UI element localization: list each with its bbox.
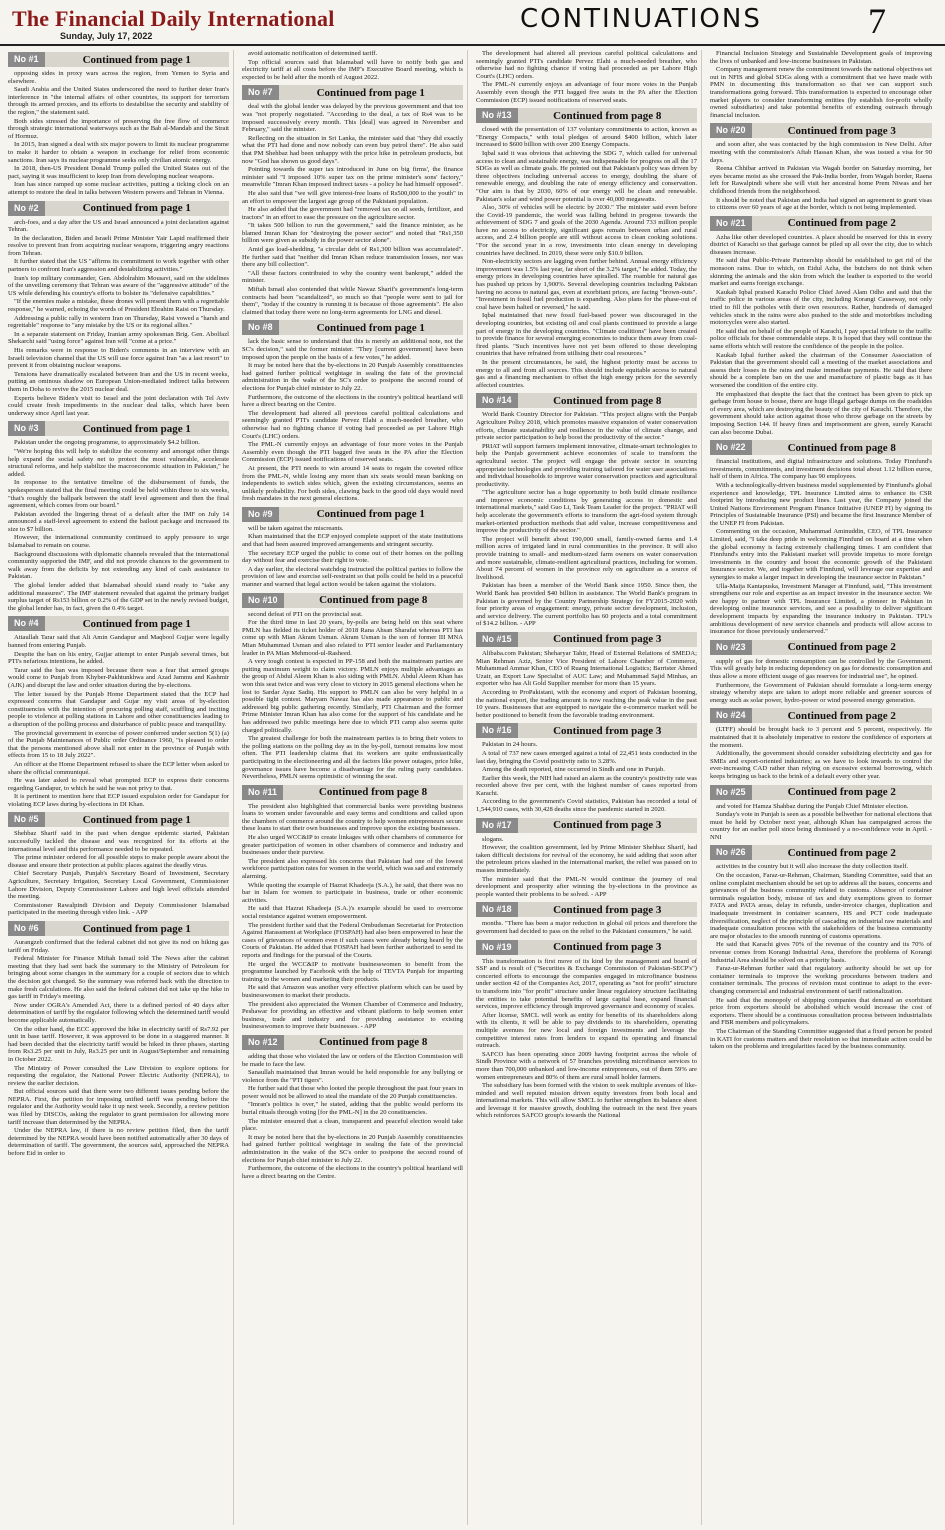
continuation-story xyxy=(8,616,229,808)
story-paragraph: However, the international community continued to apply pressure to urge Islamabad to remain on course. xyxy=(8,534,229,550)
continued-from-label: Continued from page 1 xyxy=(316,86,425,99)
continuation-story xyxy=(476,818,697,899)
story-paragraph: Ulla-Maija Kantapuska, Investment Manager at Finnfund, said, "This investment strengthens our role and expertise as an impact investor in the insurance sector. We are happy to partner with TPL Insurance Limited, a pioneer in Pakistan in developing online insurance services, and see a possibility to deliver significant development impacts by expanding the insurance industry in Pakistan. TPL's ambitious development of new service channels and products will allow access to insurance for those previously underserved." xyxy=(710,582,932,636)
story-paragraph: deal with the global lender was delayed by the previous government and that too was "not properly negotiated. "According to the deal, a tax of Rs4 was to be imposed successively every month. This [deal] was agreed in November and February," said the minister. xyxy=(242,103,463,134)
story-number-badge: No #22 xyxy=(710,440,752,455)
story-paragraph: He also said that "we will give interest-free loans of Rs500,000 to the youth" in an effort to empower the largest age group of the Pakistani population. xyxy=(242,189,463,205)
story-paragraph: In the declaration, Biden and Israeli Prime Minister Yair Lapid reaffirmed their resolve to prevent Iran from acquiring nuclear weapons, triggering angry reactions from Tehran. xyxy=(8,234,229,257)
story-paragraph: The greatest challenge for both the mainstream parties is to bring their voters to the polling stations on the polling day as in the by-poll, turnout remains low most often. The PTI leadership claims that its workers are quite enthusiastically participating in the electioneering and all the factors like power outages, price hike, governance issues have become a disadvantage for the ruling party candidates. Nevertheless, PMLN seems optimistic of winning the seat. xyxy=(242,735,463,781)
continuation-header xyxy=(242,507,463,522)
story-number-badge: No #15 xyxy=(476,632,518,647)
continued-from-label: Continued from page 8 xyxy=(787,441,896,454)
continuation-story xyxy=(476,902,697,935)
story-paragraph: supply of gas for domestic consumption can be controlled by the Government. This will greatly help in reducing dependency on gas for domestic consumption and thus allow a more efficient usage of gas reserves for industrial use", he opined. xyxy=(710,657,932,680)
continued-from-label: Continued from page 1 xyxy=(82,813,191,826)
continued-from-label: Continued from page 1 xyxy=(82,53,191,66)
story-paragraph: In a separate statement on Friday, Iranian army spokesman Brig. Gen. Abolfazl Shekarchi said "using force" against Iran will "come at a price." xyxy=(8,330,229,346)
story-paragraph: However, the coalition government, led by Prime Minister Shehbaz Sharif, had taken difficult decisions for revival of the economy, he said adding that soon after the petroleum prices slashed in the international market, the relief was passed on to masses immediately. xyxy=(476,844,697,875)
continuation-header xyxy=(710,708,932,723)
story-number-badge: No #8 xyxy=(242,320,279,335)
continuation-story xyxy=(476,940,697,1120)
story-number-badge: No #26 xyxy=(710,845,752,860)
story-paragraph: An officer at the Home Department refused to share the ECP letter when asked to share the official communiqué. xyxy=(8,760,229,776)
story-paragraph: In 2015, Iran signed a deal with six major powers to limit its nuclear programme to make it harder to obtain a weapon in exchange for relief from economic sanctions. Iran says its nuclear programme seeks only civilian atomic energy. xyxy=(8,141,229,164)
story-paragraph: He also added that the government had "removed tax on all seeds, fertilizer, and tractors" in an effort to ease the pressure on the agriculture sector. xyxy=(242,206,463,221)
story-number-badge: No #16 xyxy=(476,723,518,738)
continued-from-label: Continued from page 2 xyxy=(787,846,896,859)
continuation-header xyxy=(476,632,697,647)
continued-from-label: Continued from page 3 xyxy=(553,633,662,646)
story-paragraph: According to ProPakistani, with the economy and export of Pakistan booming, the national export, the trading amount is now reaching the peak value in the past 10 years. Businesses that are equipped to navigate the e-commerce market will be better positioned to benefit from the favorable trading environment. xyxy=(476,688,697,719)
story-paragraph: Addressing a public rally in western Iran on Thursday, Raisi vowed a "harsh and regrettable" response to "any mistake by the US or its regional allies." xyxy=(8,314,229,330)
continued-from-label: Continued from page 2 xyxy=(787,709,896,722)
story-paragraph: months. "There has been a major reduction in global oil prices and therefore the government had decided to pass on the relief to the Pakistani consumers," he said. xyxy=(476,920,697,935)
story-number-badge: No #23 xyxy=(710,640,752,655)
story-number-badge: No #3 xyxy=(8,421,45,436)
story-number-badge: No #10 xyxy=(242,593,284,608)
continuation-header xyxy=(476,818,697,833)
story-paragraph: Sanaullah maintained that Imran would be held responsible for any bullying or violence from the "PTI tigers". xyxy=(242,1069,463,1084)
continuation-header xyxy=(710,440,932,455)
story-number-badge: No #1 xyxy=(8,52,45,67)
story-paragraph: A day earlier, the electoral watchdog instructed the political parties to follow the provision of law and exercise self-restraint so that polls could be held in a peaceful manner and warned that legal action would be taken against the violators. xyxy=(242,565,463,589)
story-number-badge: No #9 xyxy=(242,507,279,522)
story-paragraph: Kaukab Iqbal further asked the chairman of the Consumer Association of Pakistan that the government should call a meeting of the market associations and assess their losses in the rains and make immediate payments. He said that there should be a complete ban on the use and manufacture of plastic bags as it has worsened the condition of the entire city. xyxy=(710,351,932,389)
story-paragraph: He said that Public-Private Partnership should be established to get rid of the monsoon rains. Due to which, on Eidul Azha, the butchers do not think when skinning the animals and the skin from which the leather is exported to the world market and earns foreign exchange. xyxy=(710,257,932,288)
continuation-story xyxy=(710,845,932,1050)
story-paragraph: "We're hoping this will help to stabilize the economy and amongst other things help expand the social safety net to protect the most vulnerable, accelerate structural reforms, and help stabilize the macroeconomic situation in Pakistan," he added. xyxy=(8,447,229,478)
story-paragraph: Commissioner Rawalpindi Division and Deputy Commissioner Islamabad participated in the meeting through video link. - APP xyxy=(8,901,229,917)
continuation-story xyxy=(710,640,932,705)
continued-from-label: Continued from page 1 xyxy=(82,202,191,214)
story-paragraph: Khan maintained that the ECP enjoyed complete support of the state institutions and that had been assured improved arrangements and stringent security. xyxy=(242,533,463,549)
story-paragraph: Federal Minister for Finance Miftah Ismail told The News after the cabinet meeting that they had sent back the summary to the Ministry of Petroleum for bringing about some changes in the summary for a couple of sectors due to which the decision got changed. So the summary was referred back with the direction to make fresh calculations. He also said the federal cabinet did not take up the hike in gas tariff in Friday's meeting. xyxy=(8,955,229,1001)
story-paragraph: It further stated that the US "affirms its commitment to work together with other partners to confront Iran's aggression and destabilizing activities." xyxy=(8,258,229,274)
story-paragraph: Furthermore, the Government of Pakistan should formulate a long-term energy strategy whereby steps are taken to adopt more reliable and greener sources of energy such as solar power, hydro-power or wind powered energy generation. xyxy=(710,681,932,704)
column-4 xyxy=(710,50,936,1525)
story-paragraph: Kaukab Iqbal praised Karachi Police Chief Javed Alam Odho and said that the traffic police in various areas of the city, including Korangi Causeway, not only tried to fill the potholes with their own resources. Rather, hundreds of damaged vehicles stuck in the rains were also pushed to the side and motorbikes including motorcycles were also started. xyxy=(710,288,932,327)
continued-from-label: Continued from page 8 xyxy=(553,109,662,122)
continuation-story xyxy=(476,50,697,104)
continued-from-label: Continued from page 1 xyxy=(316,508,425,521)
story-paragraph: "It takes 500 billion to run the government," said the finance minister, as he blamed Imran Khan for "destroying the power sector" and noted that "Rs1,350 billion were given as subsidy in the power sector alone". xyxy=(242,222,463,245)
story-paragraph: Additionally, the government should consider subsidizing electricity and gas for SMEs and export-oriented industries; as we have to look inwards to control the ever-increasing CAD rather than relying on excessive external borrowing, which keeps bringing us back to the brink of a default every other year. xyxy=(710,750,932,780)
continuation-story xyxy=(242,785,463,1031)
story-paragraph: Reena Chhibar arrived in Pakistan via Wagah border on Saturday morning, her eyes became moist as she crossed the Pak-India border, from Wagah border, Raena left for Rawalpindi where she will visit her ancestral home Prem Niwas and her childhood friends from the neighborhood. xyxy=(710,165,932,195)
story-paragraph: The provincial government in exercise of power conferred under section 5(1) (a) of the Punjab Maintenances of Public order Ordinance 1960, "is pleased to order that the persons mentioned above shall not enter in the province of Punjab with effects from 15 to 18 July 2022". xyxy=(8,729,229,760)
continuation-story xyxy=(242,85,463,316)
story-paragraph: He was later asked to reveal what prompted ECP to express their concerns regarding Gandapur, to which he said he was not privy to that. xyxy=(8,777,229,792)
story-paragraph: Faraz-ur-Rehman further said that regulatory authority should be set up for container terminals to improve the working procedures between traders and container terminals. The process of revision must continue to adapt to the ever-changing commercial and industrial environment of tariff rationalization. xyxy=(710,965,932,995)
story-paragraph: He said that Karachi gives 70% of the revenue of the country and its 70% of revenue comes from Korangi Industrial Area, therefore the problems of Korangi Industrial Area should be solved on a priority basis. xyxy=(710,941,932,964)
issue-date: Sunday, July 17, 2022 xyxy=(60,31,153,41)
story-paragraph: arch-foes, and a day after the US and Israel announced a joint declaration against Tehran. xyxy=(8,218,229,234)
continued-from-label: Continued from page 2 xyxy=(787,786,896,798)
story-paragraph: Sunday's vote in Punjab is seen as a possible bellwether for national elections that must be held by October next year, although Khan has campaigned across the country for an earlier poll since being dismissed y a no-confidence vote in April. - NNI xyxy=(710,811,932,841)
story-paragraph: "Imran's politics is over," he stated, adding that the public would perform its burial rituals through voting [for the PML-N] in the 20 constituencies. xyxy=(242,1101,463,1117)
story-paragraph: Pointing towards the super tax introduced in June on big firms', the finance minister said "I imposed 10% super tax on the prime minister's sons' factory," meanwhile "Imran Khan imposed indirect taxes - a policy he had himself opposed". xyxy=(242,166,463,189)
story-paragraph: Tarar said the ban was imposed because there was a fear that armed groups would come to Punjab from Khyber-Pakhtunkhwa and Azad Jammu and Kashmir (AJK) and disrupt the law and order situation during the by-elections. xyxy=(8,666,229,689)
story-paragraph: He said that on behalf of the people of Karachi, I pay special tribute to the traffic police officials for these commendable steps. It is hoped that they will continue the same efforts which will restore the confidence of the people in the police. xyxy=(710,327,932,350)
story-number-badge: No #21 xyxy=(710,216,752,231)
story-number-badge: No #12 xyxy=(242,1035,284,1050)
story-paragraph: On the occasion, Faraz-ur-Rehman, Chairman, Standing Committee, said that an online complaint mechanism should be set up to address all the issues, concerns and grievances of the business community related to customs. Absence of container terminals regulation body, misuse of tax and duty exemptions given to former FATA and PATA areas, delay in refunds, under-invoice charges, duplication and inadequate investment in container scanners, HS and PCT code inadequate diversification, neglect of the principle of cascading on industrial raw materials and inadequate consultation process with the stakeholders of the business community are major obstacles to the smooth running of customs operations. xyxy=(710,872,932,940)
continued-from-label: Continued from page 3 xyxy=(553,819,662,832)
story-number-badge: No #20 xyxy=(710,123,752,138)
story-paragraph: avoid automatic notification of determined tariff. xyxy=(248,50,378,57)
story-paragraph: Miftah Ismail also contended that while Nawaz Sharif's government's long-term contracts had been "scandalized", so much so that "people were sent to jail for them", "today if the country is running it is because of those agreements". He also claimed that today there were no long-term agreements for LNG and diesel. xyxy=(242,286,463,316)
continued-from-label: Continued from page 1 xyxy=(82,922,191,935)
continuation-header xyxy=(476,902,697,917)
story-paragraph: Earlier this week, the NIH had raised an alarm as the country's positivity rate was recorded above five per cent, with the highest number of cases reported from Karachi. xyxy=(476,774,697,797)
story-paragraph: His remarks were in response to Biden's comments in an interview with an Israeli television channel that the US will use force against Iran "as a last resort" to prevent it from obtaining nuclear weapons. xyxy=(8,347,229,370)
story-paragraph: Attaullah Tarar said that Ali Amin Gandapur and Maqbool Gujjar were legally banned from entering Punjab. xyxy=(8,634,229,649)
continuation-header xyxy=(476,393,697,408)
story-paragraph: Non-electricity sectors are lagging even further behind. Annual energy efficiency improvement was 1.5% last year, far short of the 3.2% target," he added. Today, the energy prices in developing countries have spiralled. The roamble for natural gas has pushed up prices by 1,900%. Several developing countries including Pakistan having no access to natural gas, even at exorbitant prices, are facing "brown-outs". "Investment in fossil fuel production is expanding. Also plans for the phase-out of coal have been halted or reversed," he said. xyxy=(476,258,697,311)
story-paragraph: A very tough contest is expected in PP-158 and both the mainstream parties are putting maximum weight to claim victory. PMLN enjoys multiple advantages as the group of Abdul Aleem Khan is also siding with PMLN. Abdul Aleem Khan has won this seat twice and was very close to victory in 2015 general elections when he lost to Sardar Ayaz Sadiq. His support to PMLN can also be very helpful in a possible tight contest. Maryam Nawaz has also made appearance to public and addressed big public gathering recently. Similarly, PTI Chairman and the former Prime Minister Imran Khan has also come for the support of his candidate and he has addressed two public meetings here due to which PTI camp also seems quite charged politically. xyxy=(242,658,463,734)
story-paragraph: While quoting the example of Hazrat Khadeeja (S.A.), he said, that there was no bar in Islam for women to participate in business, trade or other economic activities. xyxy=(242,881,463,904)
story-paragraph: Pakistan has been a member of the World Bank since 1950. Since then, the World Bank has provided $40 billion in assistance. The World Bank's program in Pakistan is governed by the Country Partnership Strategy for FY2015-2020 with four priority areas of engagement: energy, private sector development, inclusion, and service delivery. The current portfolio has 60 projects and a total commitment of $14.2 billion. - APP xyxy=(476,582,697,628)
story-paragraph: The Chairman of the Standing Committee suggested that a fixed person be posted in KATI for customs matters and their resolution so that immediate action could be taken on the problems and irregularities faced by the business community. xyxy=(710,1027,932,1051)
continuation-story xyxy=(8,201,229,418)
story-number-badge: No #6 xyxy=(8,921,45,936)
story-paragraph: The Ministry of Power consulted the Law Division to explore options for requesting the regulator, the National Power Electric Authority (NEPRA), to review the earlier decision. xyxy=(8,1064,229,1087)
story-paragraph: Alibaba.com Pakistan; Sheharyar Tahir, Head of External Relations of SMEDA; Mian Rehman Aziz, Senior Vice President of Lahore Chamber of Commerce, Muhammad Ammar Khan, CEO of Ruang International Logistics; Barrister Ahmed Uzair, an Export Law Specialist of AUC Law; and Muhammad Sajid Minhas, an exporter who has Ali Gold Supplier member for more than 15 years. xyxy=(476,649,697,688)
continuation-story xyxy=(476,393,697,628)
story-paragraph: Now under OGRA's Amended Act, there is a defined period of 40 days after determination of tariff by the regulator following which the determined tariff would become applicable automatically. xyxy=(8,1001,229,1024)
continuation-story xyxy=(242,507,463,589)
continuation-header xyxy=(710,640,932,655)
continued-from-label: Continued from page 8 xyxy=(553,394,662,407)
story-paragraph: Both sides stressed the importance of preserving the free flow of commerce through strategic international waterways such as the Bab al-Mandab and the Strait of Hormuz. xyxy=(8,117,229,140)
story-paragraph: According to the government's Covid statistics, Pakistan has recorded a total of 1,544,910 cases, with 30,428 deaths since the pandemic started in 2020. xyxy=(476,798,697,814)
story-paragraph: The president also expressed his concerns that Pakistan had one of the lowest workforce participation rates for women in the world, which was sad and extremely alarming. xyxy=(242,857,464,881)
story-paragraph: Chief Secretary Punjab, Punjab's Secretary Board of Investment, Secretary Agriculture, Secretary Irrigation, Secretary Local Government, Commissioner Lahore Division, Deputy Commissioner Lahore and high level officials attended the meeting. xyxy=(8,870,229,901)
continued-from-label: Continued from page 3 xyxy=(553,941,662,954)
story-number-badge: No #7 xyxy=(242,85,279,100)
story-paragraph: The president also highlighted that commercial banks were providing business loans to women under favourable and easy terms and conditions and called upon the chambers of commerce around the country to help women entrepreneurs secure these loans to start their own businesses and improve upon the existing businesses. xyxy=(242,802,463,833)
story-paragraph: "The agriculture sector has a huge opportunity to both build climate resilience and improve economic conditions by generating access to domestic and international markets," said Guo Li, Task Team Leader for the project. "PRIAT will help accelerate the government's efforts to transform the agri-food system through market-oriented production methods that add value, increase competitiveness and improve the productivity of the sector." xyxy=(476,489,697,535)
story-paragraph: Pakistan under the ongoing programme, to approximately $4.2 billion. xyxy=(14,439,200,447)
story-paragraph: In the present circumstances, he said, the highest priority must be access to energy to all and from all sources. This should include equitable access to natural gas and a financing mechanism to offset the high energy prices for the severely affected countries. xyxy=(476,358,697,389)
story-paragraph: The letter issued by the Punjab Home Department stated that the ECP had expressed concerns that Gandapur and Gujar my visit areas of by-election constituencies with the intention of procuring polling staff, scuffling and inciting people to violence at polling stations in Lahore and other constituencies leading to a disruption of the polling process and disturbance of public peace and tranquillity. xyxy=(8,690,229,728)
continued-from-label: Continued from page 1 xyxy=(82,617,191,630)
continuation-header xyxy=(710,123,932,138)
story-paragraph: Background discussions with diplomatic channels revealed that the international community supported the IMF, and did not provide chances to the government to walk away from the deficits by not extending any kind of cash assistance to Pakistan. xyxy=(8,550,229,581)
story-paragraph: It may be noted here that the by-elections in 20 Punjab Assembly constituencies had gained further political weightage in sealing the fate of the provincial administration in the wake of the SC's order to postpone the second round of elections for Punjab chief minister to July 22. xyxy=(242,362,463,392)
story-paragraph: At present, the PTI needs to win around 14 seats to regain the coveted office from the PML-N, while losing any more than six seats would mean banking on independents to switch sides which, given the existing circumstances, seems an unlikely probability. For both sides, clawing back to the good old days would need fresh mandates in the next general elections. xyxy=(242,464,463,503)
story-paragraph: Pakistan avoided the lingering threat of a default after the IMF on July 14 announced a staff-level agreement to extend the bailout package and increased its size to $7 billion. xyxy=(8,510,229,533)
continuation-story xyxy=(8,812,229,917)
story-paragraph: The development had altered all previous careful political calculations and seemingly granted PTI's candidate Pervez Elahi a much-needed breather, who otherwise had no fighting chance if voting had proceeded as per Lahore High Court's (LHC) orders. xyxy=(242,409,463,440)
story-number-badge: No #17 xyxy=(476,818,518,833)
story-paragraph: Iqbal said it was obvious that achieving the SDG 7, which called for universal access to clean and sustainable energy, was indispensable for progress on all the 17 SDGs as well as climate goals. He pointed out that Pakistan's policy was driven by three objectives including universal access to energy, doubling the share of renewable energy, and doubling the rate of energy efficiency and conservation. "Our aim is that by 2030, 60% of our energy will be clean and renewable. Pakistan's solar and wind power potential is over 40,000 megawatts. xyxy=(476,149,697,203)
continued-from-label: Continued from page 3 xyxy=(553,724,662,737)
story-paragraph: In 2018, then-US President Donald Trump pulled the United States out of the pact, saying it was insufficient to keep Iran from developing nuclear weapons. xyxy=(8,165,229,180)
story-paragraph: The president further said that the Federal Ombudsman Secretariat for Protection Against Harassment at Workplace (FOSPAH) had also been empowered to hear the cases of grievances of women even if such cases were already being heard by the Courts of Pakistan. He added that FOSPAH had been further authorized to send its reports and findings for the pursual of the Courts. xyxy=(242,921,463,959)
story-number-badge: No #13 xyxy=(476,108,518,123)
story-paragraph: The subsidiary has been formed with the vision to seek multiple avenues of like-minded and well reputed mission driven equity investors from both local and international markets. This will allow SMCL to further strengthen its balance sheet and leverage it for massive growth, doubling the outreach in the next five years which reinforces SAFCO group's towards the National xyxy=(476,1082,697,1120)
story-paragraph: The PML-N currently enjoys an advantage of four more votes in the Punjab Assembly even though the PTI bagged five seats in the PA after the Election Commission (ECP) issued notifications of reserved seats. xyxy=(242,441,463,464)
column-1 xyxy=(8,50,234,1525)
story-paragraph: It may be noted here that the by-elections in 20 Punjab Assembly constituencies had gained further political weightage in sealing the fate of the provincial administration in the wake of the SC's order to postpone the second round of elections for Punjab chief minister to July 22. xyxy=(242,1133,463,1164)
story-paragraph: Shehbaz Sharif said in the past when dengue epidemic started, Pakistan successfully tackled the disease and was recognized for its efforts at the international level and this performance needed to be repeated. xyxy=(8,830,229,853)
story-paragraph: (LTFF) should be brought back to 3 percent and 5 percent, respectively. He maintained that it is absolutely imperative to restore the confidence of exporters at the moment. xyxy=(710,726,932,749)
story-paragraph: World Bank Country Director for Pakistan. "This project aligns with the Punjab Agriculture Policy 2018, which promotes massive expansion of water conservation efforts, climate sustainability and resilience in the value of climate change, and private sector participation to help boost the productivity of the sector." xyxy=(476,411,697,442)
story-paragraph: Saudi Arabia and the United States underscored the need to further deter Iran's interference in "the internal affairs of other countries, its support for terrorism through its armed proxies, and its efforts to destabilise the security and stability of the region," the statement said. xyxy=(8,86,229,116)
continued-from-label: Continued from page 3 xyxy=(553,903,662,916)
story-number-badge: No #4 xyxy=(8,616,45,631)
continuation-header xyxy=(8,921,229,936)
story-paragraph: But official sources said that there were two different issues pending before the NEPRA. First, the petition for imposing unified tariff was pending before the regulator and the Authority would take it up next week. Secondly, a review petition was filed by DISCOs, asking the regulator to grant permission for allowing more tariff increase than determined by the NEPRA. xyxy=(8,1088,229,1126)
story-number-badge: No #25 xyxy=(710,785,752,800)
continuation-story xyxy=(242,320,463,502)
story-paragraph: Azha like other developed countries. A place should be reserved for this in every district of Karachi so that garbage cannot be piled up all over the city, due to which diseases increase. xyxy=(710,233,932,256)
story-paragraph: After license, SMCL will work as entity for benefits of its shareholders along with its clients, it will be able to pay dividends to its shareholders, operating multiple avenues for new local and foreign investments and leverage the competitive interest rates from lenders to expand its operating and financial outreach. xyxy=(476,1011,697,1050)
continuation-story xyxy=(8,52,229,197)
story-paragraph: "If the enemies make a mistake, these drones will present them with a regrettable response," he warned, echoing the words of President Ebrahim Raisi on Thursday. xyxy=(8,298,229,314)
story-paragraph: SAFCO has been operating since 2009 having footprint across the whole of Sindh Province with a network of 57 branches providing microfinance services to more than 700,000 unbanked and low-income entrepreneurs, out of them 59% are women entrepreneurs and 80% of them are rural small holder farmers. xyxy=(476,1050,697,1081)
continuation-story xyxy=(242,593,463,781)
newspaper-name: The Financial Daily International xyxy=(12,6,335,31)
story-paragraph: He said that the monopoly of shipping companies that demand an exorbitant price from exporters should be abolished which would increase the cost of exporters. There should be a continuous consultation process between industrialists and FBR members and policymakers. xyxy=(710,996,932,1027)
continuation-header xyxy=(242,785,463,800)
story-paragraph: On the other hand, the ECC approved the hike in electricity tariff of Rs7.92 per unit in base tariff. However, it was approved to be done in a staggered manner. It had been decided that the electricity tariff would be hiked in three phases, starting from Rs3.25 per unit in July, Rs3.25 per unit in August/September and remaining in October 2022. xyxy=(8,1025,229,1063)
story-paragraph: He further said that those who looted the people throughout the past four years in power would not be allowed to steal the mandate of the 20 Punjab constituencies. xyxy=(242,1085,463,1100)
story-number-badge: No #11 xyxy=(242,785,283,800)
continuation-story xyxy=(710,440,932,636)
story-paragraph: This transformation is first move of its kind by the management and board of SSF and is result of ("Securities & Exchange Commission of Pakistan-SECP's") concerted efforts to encourage the companies engaged in microfinance business under section 42 of the Companies Act, 2017, operating as "not for profit" structure to transform into "for profit" structure under linear regulatory structure facilitating the entities to take potential benefits of large capital base, expand financial services, improve efficiency through improved governance and economy of scales. xyxy=(476,957,697,1011)
story-number-badge: No #24 xyxy=(710,708,752,723)
story-paragraph: Aurangzeb confirmed that the federal cabinet did not give its nod on hiking gas tariff on Friday. xyxy=(8,939,229,954)
continuation-story xyxy=(710,123,932,211)
story-paragraph: opposing sides in proxy wars across the region, from Yemen to Syria and elsewhere. xyxy=(8,70,229,85)
story-paragraph: With a technologically-driven business model supplemented by Finnfund's global experience and knowledge, TPL Insurance Limited aims to enhance its CSR footprint by introducing new product lines. Last year, the Company joined the United Nations Environment Program Finance Initiative (UNEP FI) by signing its Principles of Sustainable Insurance (PSI) and became the first Insurance Member of the UNEP FI from Pakistan. xyxy=(710,481,932,527)
continuation-header xyxy=(710,216,932,231)
story-paragraph: Also, 30% of vehicles will be electric by 2030." The minister said even before the Covid-19 pandemic, the world was falling behind in progress towards the achievement of SDG 7 and goals of the 2030 Agenda. Around 733 million people have no access to electricity, significant gaps remain between urban and rural access, and 2.4 billion people are still without access to clean cooking solutions. "For the second year in a row, investments into clean energy in developing countries have declined. In 2019, these were only $10.9 billion. xyxy=(476,204,697,257)
continuation-story xyxy=(476,108,697,389)
story-paragraph: financial institutions, and digital infrastructure and solutions. Today Finnfund's investments, commitments, and investment decisions total about 1.12 billion euros, half of them in Africa. The company has 90 employees. xyxy=(710,458,932,481)
continued-from-label: Continued from page 1 xyxy=(316,321,425,334)
continuation-header xyxy=(476,108,697,123)
continued-from-label: Continued from page 8 xyxy=(319,1036,428,1049)
story-paragraph: The development had altered all previous careful political calculations and seemingly granted PTI's candidate Pervez Elahi a much-needed breather, who otherwise had no fighting chance if voting had proceeded as per Lahore High Court's (LHC) orders. xyxy=(476,50,697,80)
continuation-story xyxy=(476,632,697,719)
continuation-header xyxy=(8,421,229,436)
story-paragraph: Reflecting on the situation in Sri Lanka, the minister said that "they did exactly what the PTI had done and now nobody can even buy petrol there". He also said that PM Shehbaz had been unhappy with the price hike in petroleum products, but now "God has shown us good days". xyxy=(242,134,463,165)
story-paragraph: In response to the tentative timeline of the disbursement of funds, the spokesperson stated that the final meeting could be held within three to six weeks, "that's roughly the ballpark between the staff level agreement and then the final agreement, which comes from our board." xyxy=(8,479,229,510)
article-columns xyxy=(8,50,938,1525)
story-paragraph: A total of 737 new cases emerged against a total of 22,451 tests conducted in the last day, bringing the Covid positivity ratio to 3.28%. xyxy=(476,749,697,765)
story-paragraph: Experts believe Biden's visit to Israel and the joint declaration with Tel Aviv could create fresh impediments in the nuclear deal talks, which have been underway since April last year. xyxy=(8,394,229,417)
section-title: CONTINUATIONS xyxy=(520,4,762,34)
continuation-header xyxy=(8,812,229,827)
story-paragraph: Financial Inclusion Strategy and Sustainable Development goals of improving the lives of unbanked and low-income businesses in Pakistan. xyxy=(710,50,932,65)
continuation-story xyxy=(710,216,932,436)
continuation-header xyxy=(476,940,697,955)
story-paragraph: The minister said that the PML-N would continue the journey of real development and prosperity after winning the by-elections in the province as people wanted their problems to be solved. - APP xyxy=(476,875,697,898)
story-paragraph: "All these factors contributed to why the country went bankrupt," added the minister. xyxy=(242,269,463,285)
story-paragraph: The PML-N currently enjoys an advantage of four more votes in the Punjab Assembly even though the PTI bagged five seats in the PA after the Election Commission (ECP) issued notifications of reserved seats. xyxy=(476,81,697,104)
continued-from-label: Continued from page 1 xyxy=(82,422,191,435)
story-paragraph: It should be noted that Pakistan and India had signed an agreement to grant visas to citizens over 60 years of age at the border, which is not being implemented. xyxy=(710,196,932,212)
story-paragraph: The president also appreciated the Women Chamber of Commerce and Industry, Peshawar for providing an effective and vibrant platform to help women enter business, trade and industry and for providing assistance to existing businesswomen to improve their businesses. - APP xyxy=(242,1000,463,1031)
continuation-header xyxy=(710,785,932,800)
story-number-badge: No #2 xyxy=(8,201,45,216)
story-number-badge: No #5 xyxy=(8,812,45,827)
continuation-header xyxy=(8,52,229,67)
story-number-badge: No #14 xyxy=(476,393,518,408)
story-paragraph: Iran's top military commander, Gen. Abdolrahim Mousavi, said on the sidelines of the unveiling ceremony that Tehran was aware of the "aggressive attitude" of the US while defending his country's efforts to bolster its "defensive capabilities." xyxy=(8,274,229,297)
story-paragraph: and voted for Hamza Shahbaz during the Punjab Chief Minister election. xyxy=(716,802,909,810)
story-paragraph: He also urged WCC&IP to create linkages with other chambers of commerce for greater participation of women in other chambers of commerce and industry and businesses under their purview. xyxy=(242,834,463,857)
story-number-badge: No #19 xyxy=(476,940,518,955)
masthead xyxy=(0,0,945,46)
continued-from-label: Continued from page 3 xyxy=(787,124,896,137)
story-paragraph: The prime minister ordered for all possible steps to make people aware about the disease and ensure their protection at public places against the deadly virus. xyxy=(8,854,229,869)
story-paragraph: second defeat of PTI on the provincial seat. xyxy=(248,610,363,618)
continuation-header xyxy=(476,723,697,738)
continuation-story xyxy=(8,421,229,612)
page-number: 7 xyxy=(868,1,886,41)
story-paragraph: will be taken against the miscreants. xyxy=(248,524,344,532)
story-paragraph: slogans. xyxy=(482,835,504,843)
story-paragraph: Among the death reported, nine occurred in Sindh and one in Punjab. xyxy=(482,766,665,774)
continuation-story xyxy=(710,785,932,842)
story-paragraph: He emphasized that despite the fact that the contract has been given to pick up garbage from house to house, there are huge illegal garbage dumps on the roadsides of every area, which are destroying the beauty of the city of Karachi. Therefore, the government should take action against those who throw garbage on the streets by imposing Section 144. If heavy fines and imprisonment are given, surely Karachi can also become Dubai. xyxy=(710,390,932,436)
story-paragraph: lack the basic sense to understand that this is merely an additional note, not the SC's decision," said the former minister. "They [current government] have been imposed upon the people on the basis of a few votes," he added. xyxy=(242,338,463,361)
continuation-story xyxy=(710,708,932,780)
story-paragraph: Furthermore, the outcome of the elections in the country's political heartland will have a direct bearing on the Centre. xyxy=(242,393,463,409)
continued-from-label: Continued from page 8 xyxy=(318,786,428,799)
story-paragraph: Company management renew the commitment towards the national objectives set out in NFIS and global SDGs along with a commitment that we have made with PMN in documenting this transformation so that we can support such transformations going forward. This transformation is expected to encourage other market players to consider transforming entities (by establish for-profit wholly owned subsidiaries) and take potential benefits of extending outreach through financial inclusion. xyxy=(710,66,932,119)
story-paragraph: Despite the ban on his entry, Gujjar attempt to enter Punjab several times, but PTI's nefarious intentions, he added. xyxy=(8,650,229,666)
continued-from-label: Continued from page 2 xyxy=(787,217,896,230)
story-paragraph: Commenting on the occasion, Muhammad Aminuddin, CEO, of TPL Insurance Limited, said, "I take deep pride in welcoming Finnfund on board at a time when the global economy is facing extremely challenging times. I am confident that Finnfund's entry into the Pakistani market will provide impetus to more foreign investments in the country and boost the economic growth of the Pakistani Insurance sector. We, and together with Finnfund, will leverage our expertise and synergies to make a larger impact in developing the insurance sector in Pakistan." xyxy=(710,528,932,582)
story-paragraph: Amid gas load-shedding, "a circular debt of Rs1,300 billion was accumulated". He further said that "neither did Imran Khan reduce transmission losses, nor was there any bill collection". xyxy=(242,246,463,269)
story-paragraph: Iqbal maintained that new fossil fuel-based power was discouraged in the developing countries, but existing oil and coal plants continued to provide a large part of energy in the developing countries. "Climate coalitions" have been created to provide finance for several emerging economies to induce them away from coal-fired plants. "Such incentives have not yet been offered to those developing countries that have refrained from utilising their coal resources." xyxy=(476,312,697,358)
continuation-header xyxy=(242,320,463,335)
continued-from-label: Continued from page 2 xyxy=(787,641,896,654)
story-paragraph: He said that Amazon was another very effective platform which can be used by businesswomen to market their products. xyxy=(242,984,463,999)
story-paragraph: The global lender added that Islamabad should stand ready to "take any additional measures". The IMF statement revealed that against the primary budget surplus target of Rs153 billion or 0.2% of the GDP set in the newly revised budget, the global lender has, in fact, given the 0.4% target. xyxy=(8,582,229,612)
story-paragraph: Under the NEPRA law, if there is no review petition filed, then the tariff determined by the NEPRA would have been notified automatically after 30 days of determination of tariff. The government, the sources said, approached the NEPRA before Eid in order to xyxy=(8,1127,229,1158)
story-paragraph: Pakistan in 24 hours. xyxy=(482,741,538,749)
continued-from-label: Continued from page 8 xyxy=(319,594,428,607)
continuation-story xyxy=(476,723,697,813)
story-paragraph: and soon after, she was contacted by the high commission in New Delhi. After meeting with the commission's Aftab Hassan Khan, she was issued a visa for 90 days. xyxy=(710,141,932,164)
story-paragraph: adding that those who violated the law or orders of the Election Commission will be made to face the law. xyxy=(242,1052,463,1068)
story-paragraph: Iran has since ramped up some nuclear activities, putting a ticking clock on an attempt to restore the deal in talks between Western powers and Tehran in Vienna. xyxy=(8,181,229,196)
story-paragraph: He urged the WCC&IP to motivate businesswomen to benefit from the programme launched by Facebook with the help of TEVTA Punjab for imparting training to the women and marketing their products. xyxy=(242,960,463,983)
story-paragraph: The project will benefit about 190,000 small, family-owned farms and 1.4 million acres of irrigated land in rural communities in the province. It will also provide training to small- and medium-sized farm owners on water conservation and more sustainable, climate-resilient agricultural practices, including for women. About 74 percent of women in the province rely on agriculture as a source of livelihood. xyxy=(476,535,697,581)
continuation-story xyxy=(242,50,463,81)
column-3 xyxy=(476,50,702,1525)
continuation-story xyxy=(242,1035,463,1181)
story-paragraph: The secretary ECP urged the public to come out of their homes on the polling day without fear and exercise their right to vote. xyxy=(242,549,463,565)
story-paragraph: PRIAT will support farmers implement innovative, climate-smart technologies to help the Punjab government achieve economies of scale to transform the agricultural sector. The project will engage the private sector in sourcing appropriate technologies and providing training tailored for water user associations and individual households to improve water conservation practices and agricultural productivity. xyxy=(476,442,697,488)
continuation-story xyxy=(710,50,932,119)
story-paragraph: For the third time in last 20 years, by-polls are being held on this seat where PMLN has fielded its ticket holder of 2018 Rana Ahsan Sharafat whereas PTI has come up with Mian Akram Usman. Akram Usman is the son of former III MNA Mian Muhammad Usman and also related to PTI senior leader and Parliamentary leader in PA Mian Mehmood-ul-Rasheed. xyxy=(242,619,463,657)
story-paragraph: Tensions have dramatically escalated between Iran and the US in recent weeks, putting an ominous shadow on European Union-mediated indirect talks between them in Doha to revive the 2015 nuclear deal. xyxy=(8,370,229,393)
story-number-badge: No #18 xyxy=(476,902,518,917)
story-paragraph: activities in the country but it will also increase the duty collection itself. xyxy=(716,863,909,871)
story-paragraph: It is pertinent to mention here that ECP issued expulsion order for Gandapur for violating ECP laws during by-elections in DI Khan. xyxy=(8,793,229,808)
continuation-header xyxy=(8,201,229,216)
column-2 xyxy=(242,50,468,1525)
continuation-story xyxy=(8,921,229,1158)
story-paragraph: He said that Hazrat Khadeeja (S.A.)'s example should be used to overcome social resistance against women empowerment. xyxy=(242,905,463,920)
story-paragraph: Furthermore, the outcome of the elections in the country's political heartland will have a direct bearing on the Centre. xyxy=(242,1165,463,1180)
story-paragraph: closed with the presentation of 137 voluntary commitments to action, known as "Energy Compacts," with total pledges of around $400 billion, which later increased to $600 billion with over 200 Energy Compacts. xyxy=(476,126,697,149)
story-paragraph: The minister ensured that a clean, transparent and peaceful election would take place. xyxy=(242,1117,463,1133)
continuation-header xyxy=(242,593,463,608)
continuation-header xyxy=(710,845,932,860)
story-paragraph: Top official sources said that Islamabad will have to notify both gas and electricity tariff at all costs before the IMF's Executive Board meeting, which is expected to be held after the month of August 2022. xyxy=(242,58,463,81)
continuation-header xyxy=(242,1035,463,1050)
continuation-header xyxy=(8,616,229,631)
continuation-header xyxy=(242,85,463,100)
